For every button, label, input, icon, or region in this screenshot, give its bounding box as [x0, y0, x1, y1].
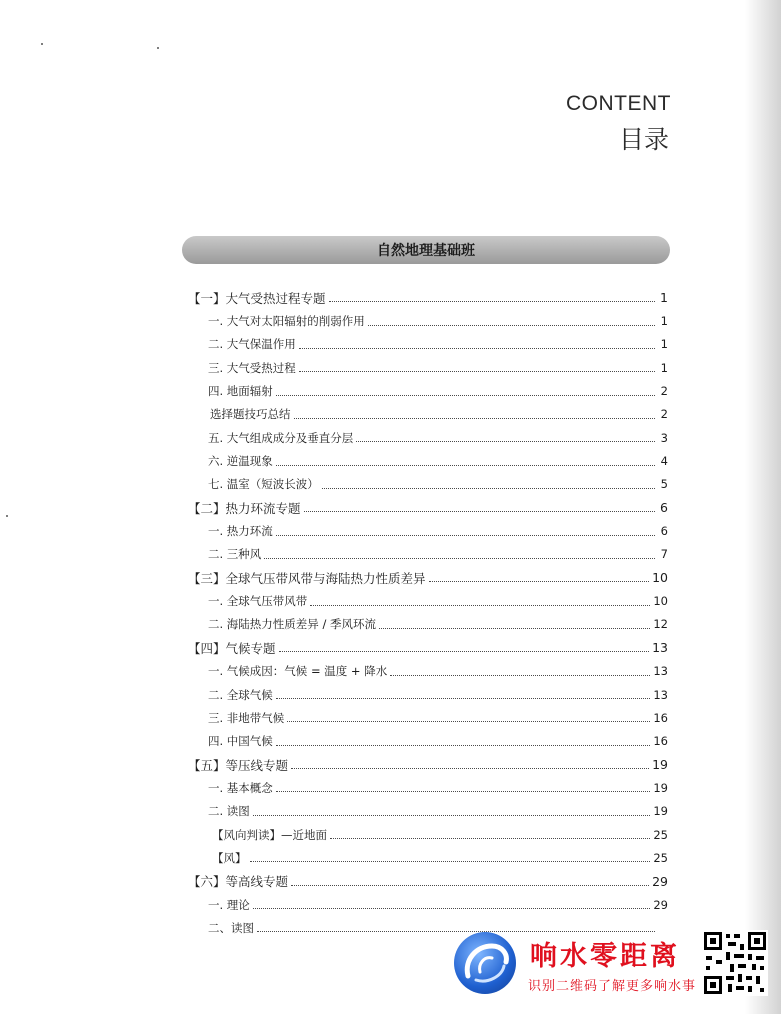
toc-entry-page: 13: [652, 640, 668, 656]
toc-entry: [188, 589, 668, 612]
toc-entry: [188, 519, 668, 542]
toc-dot-leader: [429, 581, 650, 582]
scan-edge-shadow: [745, 0, 781, 1014]
toc-entry-page: 13: [653, 664, 668, 679]
toc-dot-leader: [253, 908, 651, 909]
toc-entry-title: 【五】等压线专题: [188, 757, 289, 773]
section-banner-title: 自然地理基础班: [377, 243, 475, 259]
toc-dot-leader: [291, 885, 649, 886]
toc-entry-page: 1: [660, 290, 668, 306]
toc-entry: [188, 543, 668, 566]
header-content-en: CONTENT: [566, 92, 671, 115]
table-of-contents: [188, 286, 668, 940]
toc-entry: [188, 566, 668, 589]
header-content-cn: 目录: [618, 125, 669, 154]
toc-entry-title: 二. 全球气候: [208, 687, 273, 702]
toc-dot-leader: [276, 698, 651, 699]
toc-dot-leader: [299, 371, 655, 372]
toc-entry-page: 25: [653, 827, 668, 842]
qr-code-icon: [702, 930, 768, 996]
toc-dot-leader: [291, 768, 649, 769]
toc-entry: [188, 753, 668, 776]
toc-entry-page: 3: [660, 430, 668, 445]
toc-entry-title: 【二】热力环流专题: [188, 500, 301, 516]
toc-entry: [188, 823, 668, 846]
toc-dot-leader: [276, 791, 651, 792]
toc-entry: [188, 776, 668, 799]
toc-dot-leader: [276, 465, 655, 466]
toc-entry: [188, 636, 668, 659]
toc-entry-title: 四. 地面辐射: [208, 384, 273, 399]
toc-dot-leader: [390, 675, 650, 676]
scan-speck: [41, 43, 43, 45]
scan-speck: [157, 47, 159, 49]
toc-entry-page: 29: [652, 873, 668, 889]
toc-entry: [188, 496, 668, 519]
toc-dot-leader: [299, 348, 655, 349]
toc-entry-page: 2: [660, 407, 668, 422]
toc-entry: [188, 613, 668, 636]
toc-entry-title: 一. 大气对太阳辐射的削弱作用: [208, 314, 365, 329]
toc-entry-title: 二. 读图: [208, 804, 250, 819]
toc-entry: [188, 473, 668, 496]
toc-dot-leader: [356, 441, 655, 442]
toc-entry-title: 【一】大气受热过程专题: [188, 290, 326, 306]
toc-entry-page: 10: [652, 570, 668, 586]
toc-entry-title: 一. 理论: [208, 897, 250, 912]
toc-dot-leader: [329, 301, 655, 302]
toc-entry-title: 一. 热力环流: [208, 524, 273, 539]
toc-dot-leader: [294, 418, 656, 419]
toc-entry-page: 10: [653, 594, 668, 609]
toc-entry-title: 二. 海陆热力性质差异 / 季风环流: [208, 617, 376, 632]
toc-dot-leader: [279, 651, 650, 652]
toc-dot-leader: [379, 628, 650, 629]
toc-entry-page: 6: [660, 500, 668, 516]
toc-entry-page: 12: [653, 617, 668, 632]
toc-entry: [188, 730, 668, 753]
toc-entry-title: 【三】全球气压带风带与海陆热力性质差异: [188, 570, 426, 586]
toc-entry-title: 三. 非地带气候: [208, 710, 285, 725]
logo-swirl-icon: [454, 932, 516, 994]
toc-entry-page: 19: [653, 780, 668, 795]
toc-entry: [188, 660, 668, 683]
toc-entry: [188, 893, 668, 916]
scan-speck: [6, 515, 8, 517]
toc-entry: [188, 426, 668, 449]
toc-entry: [188, 333, 668, 356]
toc-dot-leader: [250, 861, 651, 862]
toc-entry: [188, 800, 668, 823]
toc-dot-leader: [310, 605, 650, 606]
toc-entry-title: 四. 中国气候: [208, 734, 273, 749]
toc-entry-page: 16: [653, 734, 668, 749]
toc-entry-page: 1: [660, 337, 668, 352]
toc-dot-leader: [264, 558, 655, 559]
watermark-logo: [450, 928, 775, 1000]
toc-entry-title: 【风】: [212, 850, 247, 865]
toc-entry-title: 【风向判读】—近地面: [212, 827, 327, 842]
toc-entry-page: 2: [660, 384, 668, 399]
toc-entry-title: 二、读图: [208, 920, 254, 935]
toc-entry: [188, 706, 668, 729]
section-banner: [182, 236, 670, 264]
toc-entry: [188, 870, 668, 893]
toc-entry-page: 19: [653, 804, 668, 819]
toc-dot-leader: [330, 838, 650, 839]
toc-dot-leader: [368, 325, 655, 326]
toc-dot-leader: [287, 721, 650, 722]
toc-dot-leader: [322, 488, 655, 489]
toc-entry-page: 1: [660, 360, 668, 375]
toc-entry-title: 【六】等高线专题: [188, 874, 289, 890]
toc-entry-page: 19: [652, 757, 668, 773]
toc-entry: [188, 309, 668, 332]
toc-entry-page: 5: [660, 477, 668, 492]
toc-dot-leader: [276, 745, 651, 746]
toc-dot-leader: [276, 395, 655, 396]
toc-entry-page: 25: [653, 850, 668, 865]
toc-entry-page: 6: [660, 524, 668, 539]
toc-entry-page: 4: [660, 454, 668, 469]
toc-dot-leader: [276, 535, 655, 536]
toc-entry-title: 二. 大气保温作用: [208, 337, 296, 352]
toc-entry-page: 1: [660, 314, 668, 329]
toc-entry-title: 一. 基本概念: [208, 780, 273, 795]
toc-entry-title: 六. 逆温现象: [208, 454, 273, 469]
toc-entry: [188, 356, 668, 379]
toc-entry-title: 二. 三种风: [208, 547, 262, 562]
toc-entry: [188, 683, 668, 706]
toc-entry: [188, 403, 668, 426]
toc-entry: [188, 846, 668, 869]
toc-entry-title: 一. 全球气压带风带: [208, 594, 308, 609]
toc-entry-title: 三. 大气受热过程: [208, 360, 296, 375]
toc-entry-title: 七. 温室（短波长波）: [208, 477, 319, 492]
toc-entry-page: 7: [660, 547, 668, 562]
toc-entry: [188, 286, 668, 309]
toc-entry: [188, 449, 668, 472]
toc-entry-page: 16: [653, 710, 668, 725]
toc-entry-page: 29: [653, 897, 668, 912]
watermark-brand: 响水零距离: [530, 941, 680, 972]
watermark-tagline: 识别二维码了解更多响水事: [528, 979, 697, 994]
toc-dot-leader: [253, 815, 651, 816]
toc-entry-title: 一. 气候成因：气候 = 温度 + 降水: [208, 664, 388, 679]
toc-entry-page: 13: [653, 687, 668, 702]
toc-dot-leader: [304, 511, 655, 512]
toc-entry-title: 五. 大气组成成分及垂直分层: [208, 430, 354, 445]
toc-entry-title: 【四】气候专题: [188, 640, 276, 656]
toc-entry-title: 选择题技巧总结: [210, 407, 291, 422]
toc-entry: [188, 379, 668, 402]
